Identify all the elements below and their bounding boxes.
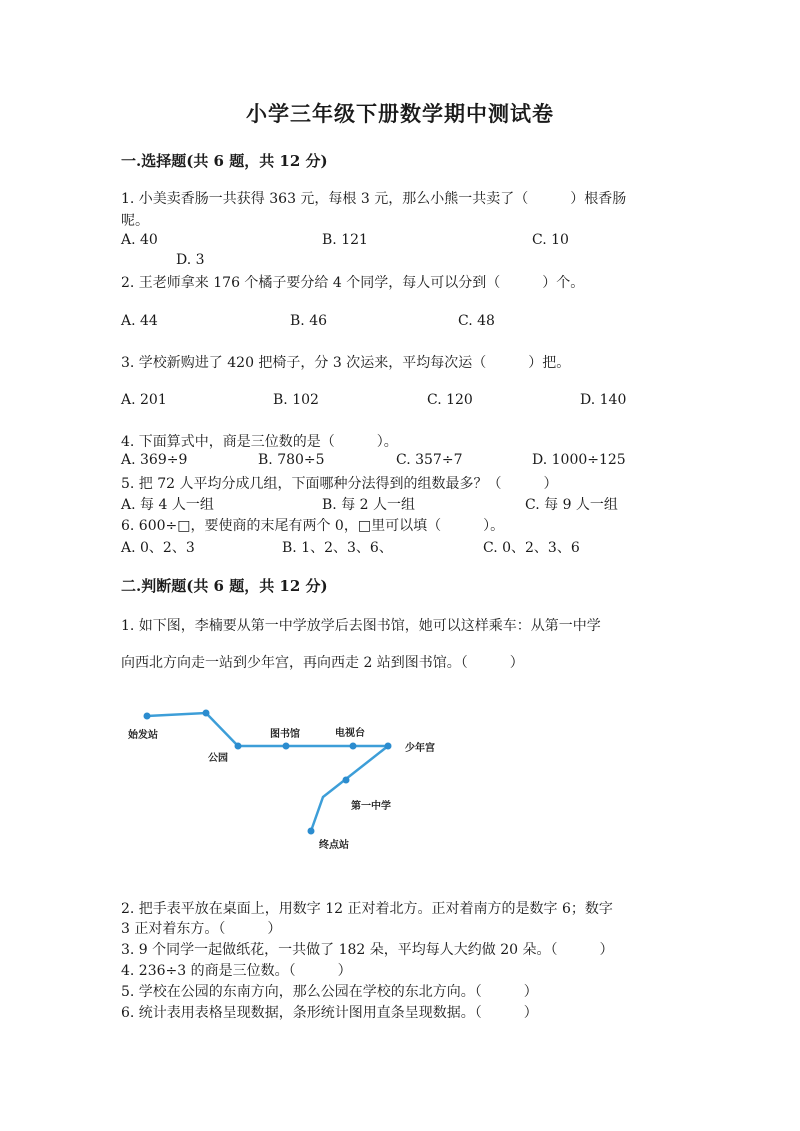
question-1-2-stem: 2. 王老师拿来 176 个橘子要分给 4 个同学，每人可以分到（ ）个。 xyxy=(121,275,585,291)
question-1-3-option-d[interactable]: D. 140 xyxy=(580,392,627,408)
section-2-heading: 二.判断题(共 6 题，共 12 分) xyxy=(121,577,328,595)
stop-dot-library xyxy=(283,743,290,750)
map-label-youth-palace: 少年宫 xyxy=(405,743,435,754)
stop-dot-tv xyxy=(350,743,357,750)
question-2-4-stem: 4. 236÷3 的商是三位数。（ ） xyxy=(121,963,352,979)
page-title: 小学三年级下册数学期中测试卷 xyxy=(246,101,554,126)
question-1-2-option-c[interactable]: C. 48 xyxy=(458,313,495,329)
stop-dot-terminal xyxy=(308,828,315,835)
question-1-6-option-a[interactable]: A. 0、2、3 xyxy=(121,540,195,556)
question-1-4-option-b[interactable]: B. 780÷5 xyxy=(258,452,325,468)
question-1-3-option-c[interactable]: C. 120 xyxy=(427,392,473,408)
stop-dot-start xyxy=(144,713,151,720)
question-1-3-option-a[interactable]: A. 201 xyxy=(121,392,167,408)
map-label-start: 始发站 xyxy=(128,730,158,741)
question-1-3-stem: 3. 学校新购进了 420 把椅子，分 3 次运来，平均每次运（ ）把。 xyxy=(121,355,571,371)
stop-dot-school xyxy=(343,777,350,784)
question-1-5-option-c[interactable]: C. 每 9 人一组 xyxy=(525,497,618,513)
question-1-2-option-b[interactable]: B. 46 xyxy=(290,313,328,329)
bus-route-map xyxy=(110,695,460,860)
stop-dot-park xyxy=(235,743,242,750)
question-1-2-option-a[interactable]: A. 44 xyxy=(121,313,158,329)
question-1-6-option-b[interactable]: B. 1、2、3、6、 xyxy=(282,540,393,556)
map-label-park: 公园 xyxy=(208,753,228,764)
question-1-5-option-a[interactable]: A. 每 4 人一组 xyxy=(121,497,214,513)
question-1-4-option-d[interactable]: D. 1000÷125 xyxy=(532,452,626,468)
stop-dot-youth-palace xyxy=(385,743,392,750)
question-2-2-stem-line1: 2. 把手表平放在桌面上，用数字 12 正对着北方。正对着南方的是数字 6；数字 xyxy=(121,901,613,917)
question-2-3-stem: 3. 9 个同学一起做纸花，一共做了 182 朵，平均每人大约做 20 朵。（ ） xyxy=(121,942,614,958)
question-2-2-stem-line2: 3 正对着东方。（ ） xyxy=(121,921,282,937)
question-1-1-option-a[interactable]: A. 40 xyxy=(121,232,158,248)
map-label-terminal: 终点站 xyxy=(319,840,349,851)
question-1-6-option-c[interactable]: C. 0、2、3、6 xyxy=(483,540,580,556)
question-1-1-option-c[interactable]: C. 10 xyxy=(532,232,569,248)
question-1-1-stem-line1: 1. 小美卖香肠一共获得 363 元，每根 3 元，那么小熊一共卖了（ ）根香肠 xyxy=(121,191,627,207)
map-label-tv: 电视台 xyxy=(335,728,365,739)
question-2-1-stem-line2: 向西北方向走一站到少年宫，再向西走 2 站到图书馆。（ ） xyxy=(121,655,524,671)
question-1-1-option-d[interactable]: D. 3 xyxy=(176,252,205,268)
question-2-5-stem: 5. 学校在公园的东南方向，那么公园在学校的东北方向。（ ） xyxy=(121,984,538,1000)
stop-dot-turn xyxy=(203,710,210,717)
section-1-heading: 一.选择题(共 6 题，共 12 分) xyxy=(121,152,328,170)
question-1-1-option-b[interactable]: B. 121 xyxy=(322,232,368,248)
question-1-5-stem: 5. 把 72 人平均分成几组，下面哪种分法得到的组数最多？（ ） xyxy=(121,476,558,492)
question-1-4-option-a[interactable]: A. 369÷9 xyxy=(121,452,188,468)
question-1-4-stem: 4. 下面算式中，商是三位数的是（ ）。 xyxy=(121,434,398,450)
question-1-6-stem: 6. 600÷□，要使商的末尾有两个 0，□里可以填（ ）。 xyxy=(121,518,505,534)
map-label-school: 第一中学 xyxy=(351,801,391,812)
question-1-4-option-c[interactable]: C. 357÷7 xyxy=(396,452,463,468)
map-label-library: 图书馆 xyxy=(270,729,300,740)
question-1-5-option-b[interactable]: B. 每 2 人一组 xyxy=(322,497,415,513)
question-1-3-option-b[interactable]: B. 102 xyxy=(273,392,319,408)
question-2-1-stem-line1: 1. 如下图，李楠要从第一中学放学后去图书馆，她可以这样乘车：从第一中学 xyxy=(121,618,601,634)
question-1-1-stem-line2: 呢。 xyxy=(121,213,149,229)
question-2-6-stem: 6. 统计表用表格呈现数据，条形统计图用直条呈现数据。（ ） xyxy=(121,1005,538,1021)
